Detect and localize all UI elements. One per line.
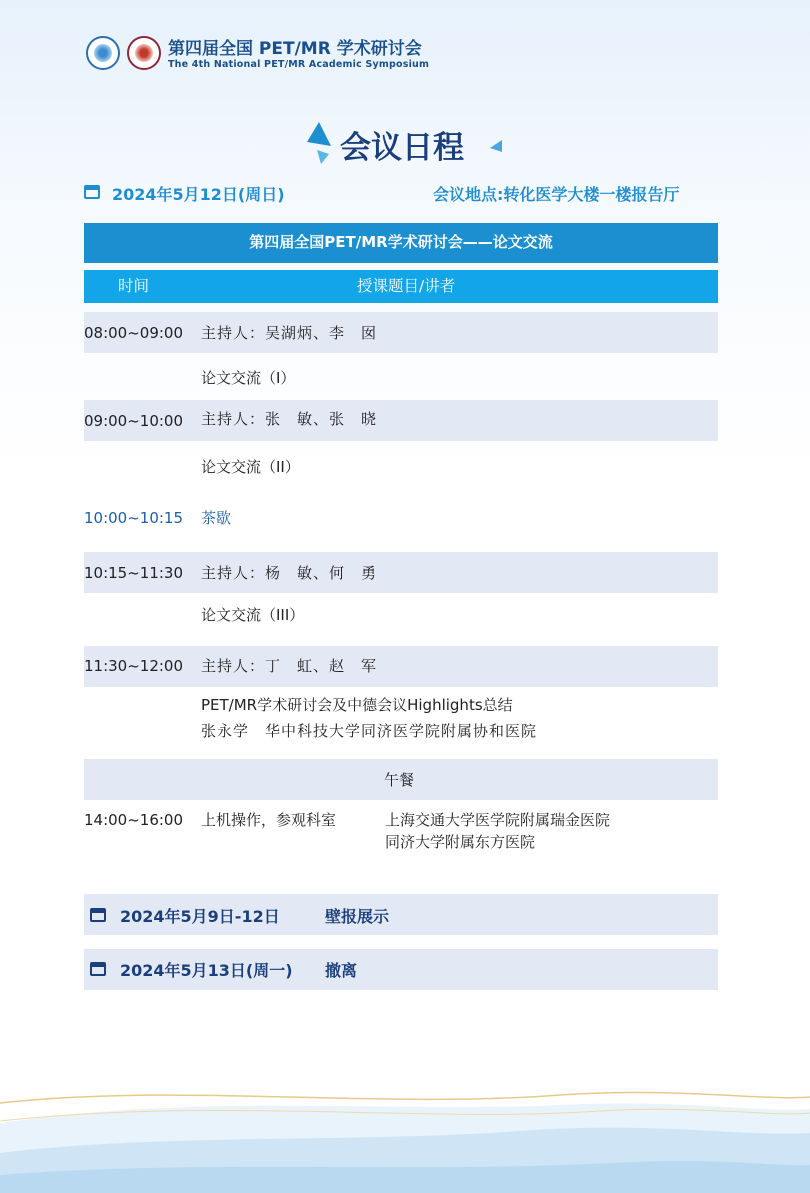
session-host: 主持人：吴湖炳、李 囡 <box>201 324 378 342</box>
withdraw-label: 撤离 <box>325 961 358 980</box>
calendar-icon <box>90 962 106 976</box>
table-header <box>84 270 718 303</box>
withdraw-date: 2024年5月13日(周一) <box>120 961 293 980</box>
session-location: 同济大学附属东方医院 <box>385 833 536 851</box>
decorative-wave <box>0 1083 810 1193</box>
conference-date: 2024年5月12日(周日) <box>112 185 285 204</box>
session-host: 主持人：张 敏、张 晓 <box>201 410 378 428</box>
break-time: 10:00~10:15 <box>84 509 184 527</box>
symposium-subtitle: The 4th National PET/MR Academic Symposium <box>168 59 430 70</box>
title-right-triangle-icon <box>488 138 504 154</box>
session-topic: 论文交流（I） <box>201 369 296 387</box>
session-host: 主持人：丁 虹、赵 军 <box>201 657 378 675</box>
session-time: 14:00~16:00 <box>84 811 184 829</box>
session-time: 09:00~10:00 <box>84 412 184 430</box>
column-topic: 授课题目/讲者 <box>357 277 456 295</box>
calendar-icon <box>90 908 106 922</box>
session-topic: 上机操作，参观科室 <box>201 811 337 829</box>
section-title: 第四届全国PET/MR学术研讨会——论文交流 <box>84 223 718 263</box>
session-location: 上海交通大学医学院附属瑞金医院 <box>385 811 611 829</box>
session-host: 主持人：杨 敏、何 勇 <box>201 564 378 582</box>
poster-label: 壁报展示 <box>325 907 390 926</box>
session-topic: 论文交流（III） <box>201 606 305 624</box>
column-time: 时间 <box>118 277 150 295</box>
calendar-icon <box>84 185 100 199</box>
symposium-logo <box>86 36 120 70</box>
tea-break: 茶歇 <box>201 509 232 527</box>
title-left-triangles-icon <box>303 120 333 168</box>
symposium-title: 第四届全国 PET/MR 学术研讨会 <box>168 39 422 59</box>
session-topic: PET/MR学术研讨会及中德会议Highlights总结 <box>201 696 513 714</box>
session-time: 10:15~11:30 <box>84 564 184 582</box>
page-title: 会议日程 <box>340 130 464 166</box>
conference-venue: 会议地点:转化医学大楼一楼报告厅 <box>433 185 680 204</box>
session-speaker: 张永学 华中科技大学同济医学院附属协和医院 <box>201 722 538 740</box>
lunch-label: 午餐 <box>384 771 415 789</box>
hospital-logo <box>127 36 161 70</box>
session-time: 11:30~12:00 <box>84 657 184 675</box>
session-time: 08:00~09:00 <box>84 324 184 342</box>
poster-date: 2024年5月9日-12日 <box>120 907 280 926</box>
session-topic: 论文交流（II） <box>201 458 300 476</box>
